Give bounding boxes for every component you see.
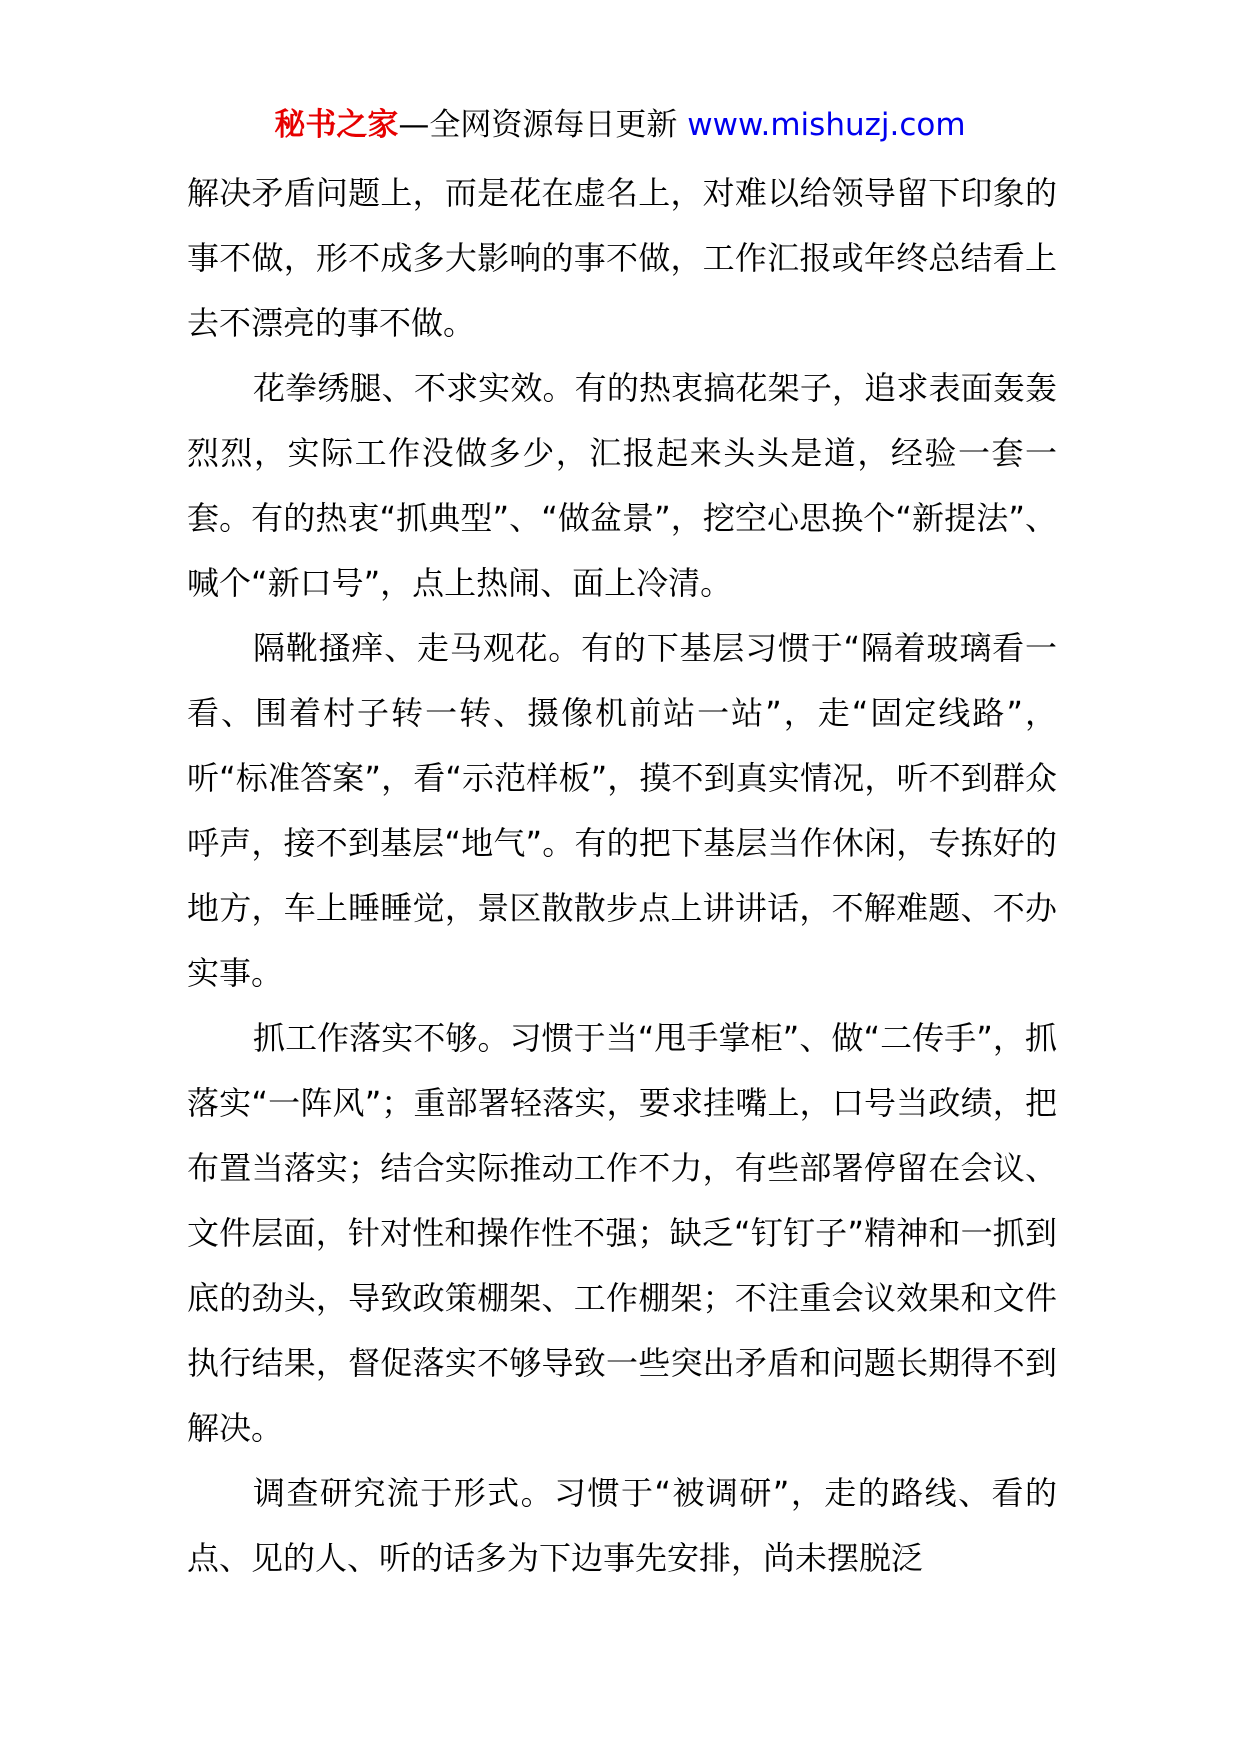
paragraph-superficial-visits: 隔靴搔痒、走马观花。有的下基层习惯于“隔着玻璃看一看、围着村子转一转、摄像机前站一站”，走“固定线路”，听“标准答案”，看“示范样板”，摸不到真实情况，听不到群众呼声，接不到基层“地气”。有的把下基层当作休闲，专拣好的地方，车上睡睡觉，景区散散步点上讲讲话，不解难题、不办实事。 [187,629,1057,992]
site-tagline: —全网资源每日更新 [398,107,678,143]
paragraph-insufficient-implementation: 抓工作落实不够。习惯于当“甩手掌柜”、做“二传手”，抓落实“一阵风”；重部署轻落实，要求挂嘴上，口号当政绩，把布置当落实；结合实际推动工作不力，有些部署停留在会议、文件层面，针对性和操作性不强；缺乏“钉钉子”精神和一抓到底的劲头，导致政策棚架、工作棚架；不注重会议效果和文件执行结果，督促落实不够导致一些突出矛盾和问题长期得不到解决。 [187,1019,1057,1447]
site-brand: 秘书之家 [274,107,399,143]
paragraph-formal-research: 调查研究流于形式。习惯于“被调研”，走的路线、看的点、见的人、听的话多为下边事先安排，尚未摆脱泛 [187,1474,1057,1577]
document-body [187,161,1057,1591]
paragraph-flashy-no-results: 花拳绣腿、不求实效。有的热衷搞花架子，追求表面轰轰烈烈，实际工作没做多少，汇报起来头头是道，经验一套一套。有的热衷“抓典型”、“做盆景”，挖空心思换个“新提法”、喊个“新口号”，点上热闹、面上冷清。 [187,369,1057,602]
site-url-link[interactable]: www.mishuzj.com [687,107,966,143]
site-header [0,102,1240,148]
paragraph-continuation: 解决矛盾问题上，而是花在虚名上，对难以给领导留下印象的事不做，形不成多大影响的事不做，工作汇报或年终总结看上去不漂亮的事不做。 [187,174,1057,342]
